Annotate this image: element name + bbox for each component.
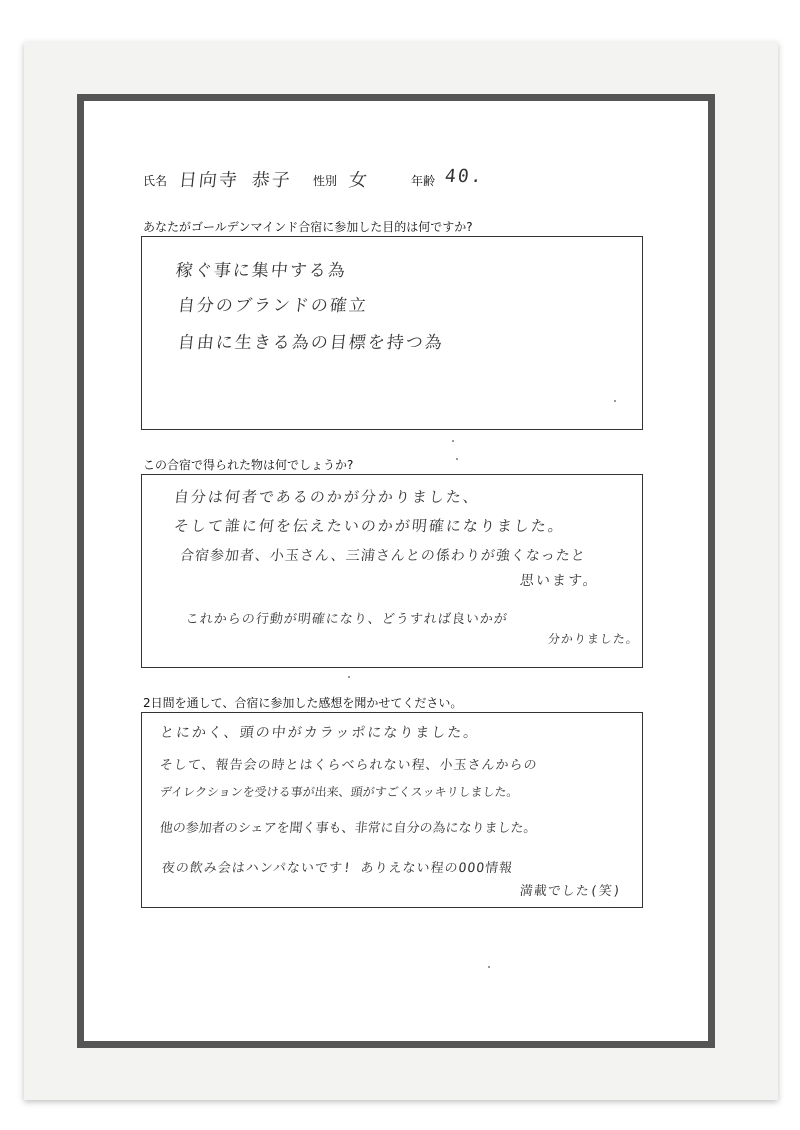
scan-speck — [348, 676, 350, 678]
answer-1-line-2: 自分のブランドの確立 — [176, 296, 369, 316]
name-label: 氏名 — [143, 174, 168, 188]
scan-speck — [452, 440, 454, 442]
answer-3-line-6: 満載でした(笑) — [519, 884, 623, 899]
question-1: あなたがゴールデンマインド合宿に参加した目的は何ですか? — [143, 220, 473, 234]
answer-3-line-2: そして、報告会の時とはくらべられない程、小玉さんからの — [159, 758, 539, 773]
question-3: 2日間を通して、合宿に参加した感想を聞かせてください。 — [143, 696, 463, 710]
answer-1-line-3: 自由に生きる為の目標を持つ為 — [176, 333, 445, 353]
name-value: 日向寺 恭子 — [177, 170, 293, 191]
age-label: 年齢 — [411, 174, 436, 188]
answer-2-line-5: これからの行動が明確になり、どうすれば良いかが — [185, 612, 509, 627]
scan-speck — [456, 458, 458, 460]
age-value: 40. — [443, 166, 485, 187]
answer-3-line-4: 他の参加者のシェアを聞く事も、非常に自分の為になりました。 — [159, 821, 538, 836]
respondent-info — [143, 166, 643, 194]
gender-value: 女 — [347, 170, 370, 191]
answer-2-line-4: 思います。 — [519, 573, 600, 589]
scan-speck — [614, 400, 616, 402]
answer-3-line-3: デイレクションを受ける事が出来、頭がすごくスッキリしました。 — [159, 785, 520, 799]
answer-1-line-1: 稼ぐ事に集中する為 — [174, 261, 348, 281]
gender-label: 性別 — [313, 174, 338, 188]
answer-2-line-1: 自分は何者であるのかが分かりました、 — [173, 488, 481, 506]
answer-2-line-2: そして誰に何を伝えたいのかが明確になりました。 — [173, 517, 566, 535]
answer-2-line-6: 分かりました。 — [547, 632, 640, 646]
question-2: この合宿で得られた物は何でしょうか? — [143, 458, 354, 472]
answer-3-line-5: 夜の飲み会はハンパないです! ありえない程のOOO情報 — [161, 861, 514, 876]
answer-2-line-3: 合宿参加者、小玉さん、三浦さんとの係わりが強くなったと — [179, 548, 587, 564]
answer-3-line-1: とにかく、頭の中がカラッポになりました。 — [159, 725, 481, 741]
scan-speck — [488, 966, 490, 968]
